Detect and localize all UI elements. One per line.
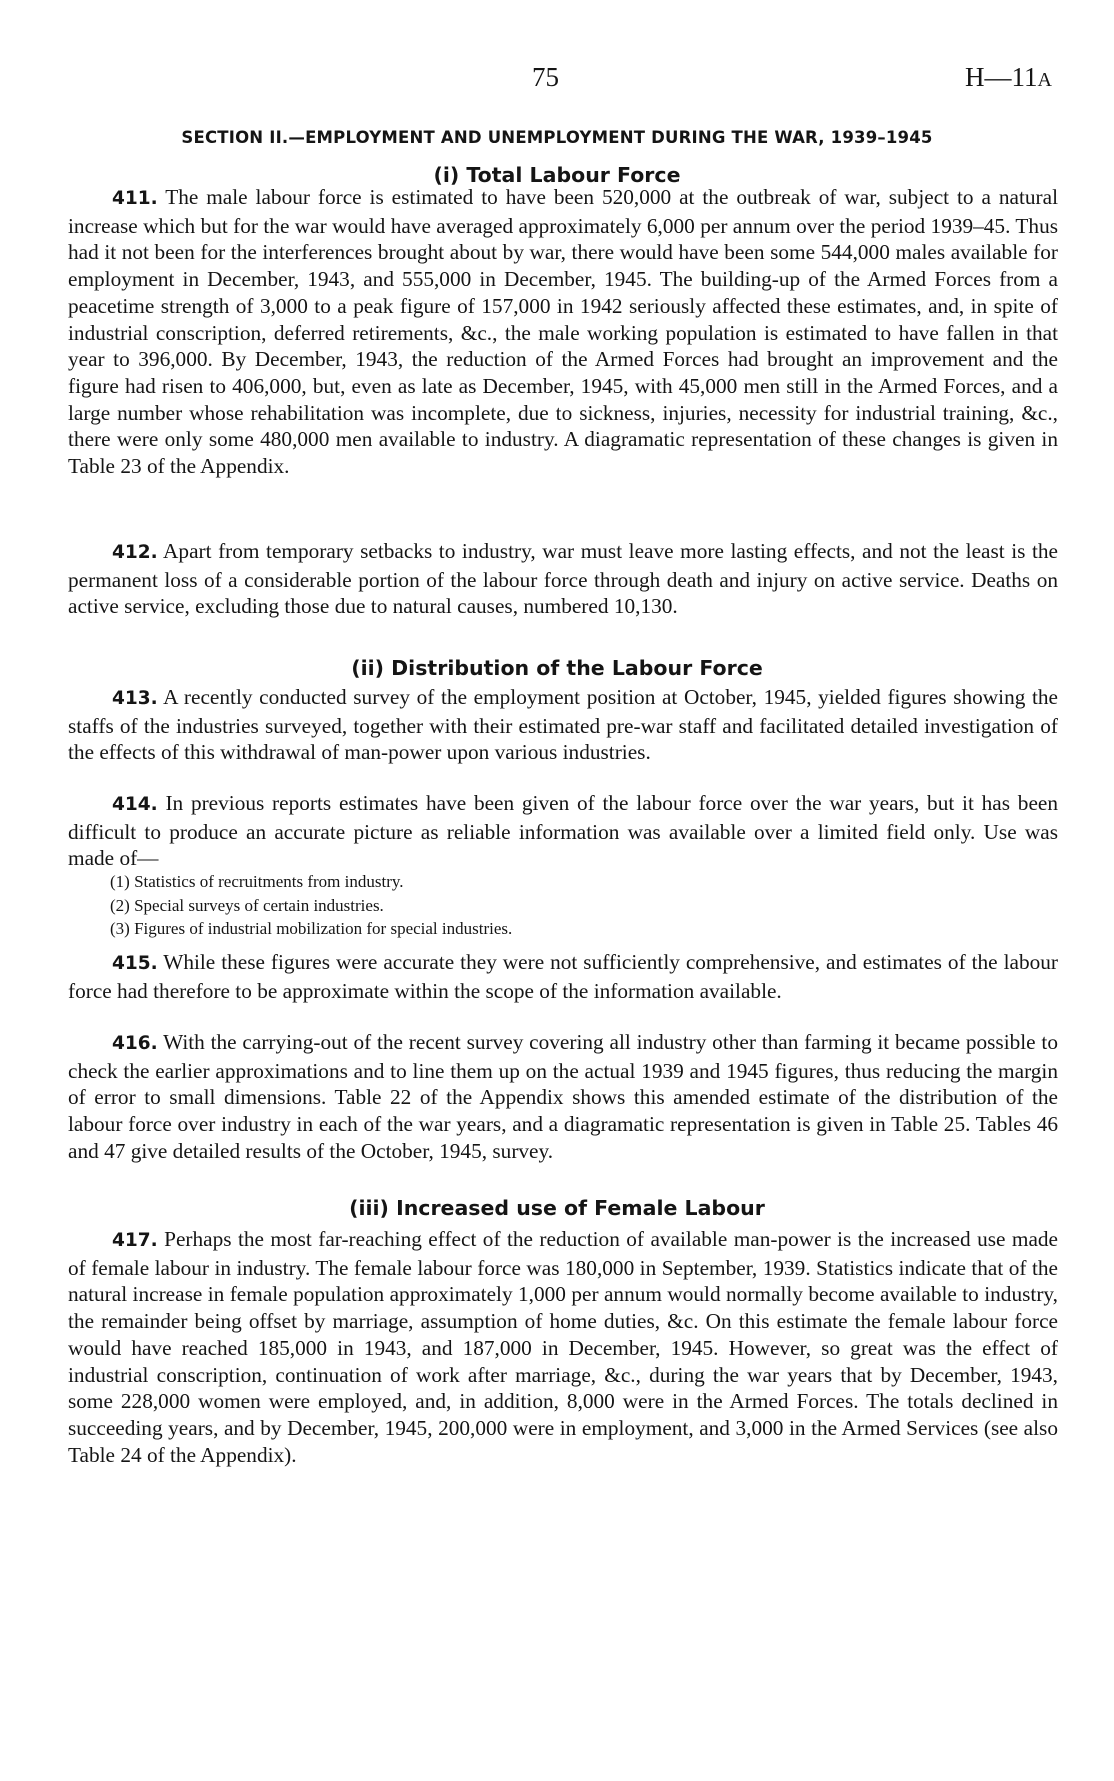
document-reference xyxy=(965,62,1052,93)
paragraph-text: Apart from temporary setbacks to industry, war must leave more lasting effects, and not the least is the permanent loss of a considerable portion of the labour force through death and injury on active service. Deaths on active service, excluding those due to natural causes, numbered 10,130. xyxy=(68,539,1059,619)
paragraph-411 xyxy=(68,184,1058,480)
list-item: (3) Figures of industrial mobilization for special industries. xyxy=(110,919,513,938)
subheading-female-labour: (iii) Increased use of Female Labour xyxy=(349,1196,765,1220)
document-reference-main: H—11 xyxy=(965,62,1038,92)
page-number: 75 xyxy=(532,62,559,92)
paragraph-text: A recently conducted survey of the employment position at October, 1945, yielded figures showing the staffs of the industries surveyed, together with their estimated pre-war staff and facilitated detailed investigation of the effects of this withdrawal of man-power upon various industries. xyxy=(68,685,1059,765)
paragraph-413 xyxy=(68,684,1058,766)
paragraph-412 xyxy=(68,538,1058,620)
paragraph-415 xyxy=(68,949,1058,1004)
paragraph-number: 413. xyxy=(112,688,158,709)
paragraph-number: 417. xyxy=(112,1230,158,1251)
paragraph-text: Perhaps the most far-reaching effect of the reduction of available man-power is the increased use made of female labour in industry. The female labour force was 180,000 in September, 1939. Statistics indicate that of the natural increase in female population approximately 1,000 per annum would normally become available to industry, the remainder being offset by marriage, assumption of home duties, &c. On this estimate the female labour force would have reached 185,000 in 1943, and 187,000 in December, 1945. However, so great was the effect of industrial conscription, continuation of work after marriage, &c., during the war years that by December, 1943, some 228,000 women were employed, and, in addition, 8,000 were in the Armed Forces. The totals declined in succeeding years, and by December, 1945, 200,000 were in employment, and 3,000 in the Armed Services (see also Table 24 of the Appendix). xyxy=(68,1227,1059,1467)
paragraph-417 xyxy=(68,1226,1058,1468)
paragraph-number: 415. xyxy=(112,953,158,974)
paragraph-text: While these figures were accurate they were not sufficiently comprehensive, and estimates of the labour force had therefore to be approximate within the scope of the information available. xyxy=(68,950,1058,1003)
subheading-total-labour-force: (i) Total Labour Force xyxy=(433,163,681,187)
subheading-distribution-labour-force: (ii) Distribution of the Labour Force xyxy=(351,656,763,680)
page-header xyxy=(0,62,1114,102)
paragraph-number: 416. xyxy=(112,1033,158,1054)
paragraph-number: 414. xyxy=(112,794,158,815)
paragraph-416 xyxy=(68,1029,1058,1165)
paragraph-text: In previous reports estimates have been given of the labour force over the war years, but it has been difficult to produce an accurate picture as reliable information was available over a limited field only. Use was made of— xyxy=(68,791,1058,871)
paragraph-number: 411. xyxy=(112,188,158,209)
paragraph-text: The male labour force is estimated to have been 520,000 at the outbreak of war, subject to a natural increase which but for the war would have averaged approximately 6,000 per annum over the period 1939–45. Thus had it not been for the interferences brought about by war, there would have been some 544,000 males available for employment in December, 1943, and 555,000 in December, 1945. The building-up of the Armed Forces from a peacetime strength of 3,000 to a peak figure of 157,000 in 1942 seriously affected these estimates, and, in spite of industrial conscription, deferred retirements, &c., the male working population is estimated to have fallen in that year to 396,000. By December, 1943, the reduction of the Armed Forces had brought an improvement and the figure had risen to 406,000, but, even as late as December, 1945, with 45,000 men still in the Armed Forces, and a large number whose rehabilitation was incomplete, due to sickness, injuries, necessity for industrial training, &c., there were only some 480,000 men available to industry. A diagramatic representation of these changes is given in Table 23 of the Appendix. xyxy=(68,185,1058,479)
sources-list xyxy=(110,870,1050,941)
paragraph-text: With the carrying-out of the recent survey covering all industry other than farming it became possible to check the earlier approximations and to line them up on the actual 1939 and 1945 figures, thus reducing the margin of error to small dimensions. Table 22 of the Appendix shows this amended estimate of the distribution of the labour force over industry in each of the war years, and a diagramatic representation is given in Table 25. Tables 46 and 47 give detailed results of the October, 1945, survey. xyxy=(68,1030,1058,1163)
list-item: (1) Statistics of recruitments from industry. xyxy=(110,872,404,891)
paragraph-number: 412. xyxy=(112,542,158,563)
paragraph-414 xyxy=(68,790,1058,872)
list-item: (2) Special surveys of certain industries. xyxy=(110,895,384,915)
document-reference-suffix: A xyxy=(1037,69,1052,91)
section-title: SECTION II.—EMPLOYMENT AND UNEMPLOYMENT DURING THE WAR, 1939–1945 xyxy=(181,128,933,147)
